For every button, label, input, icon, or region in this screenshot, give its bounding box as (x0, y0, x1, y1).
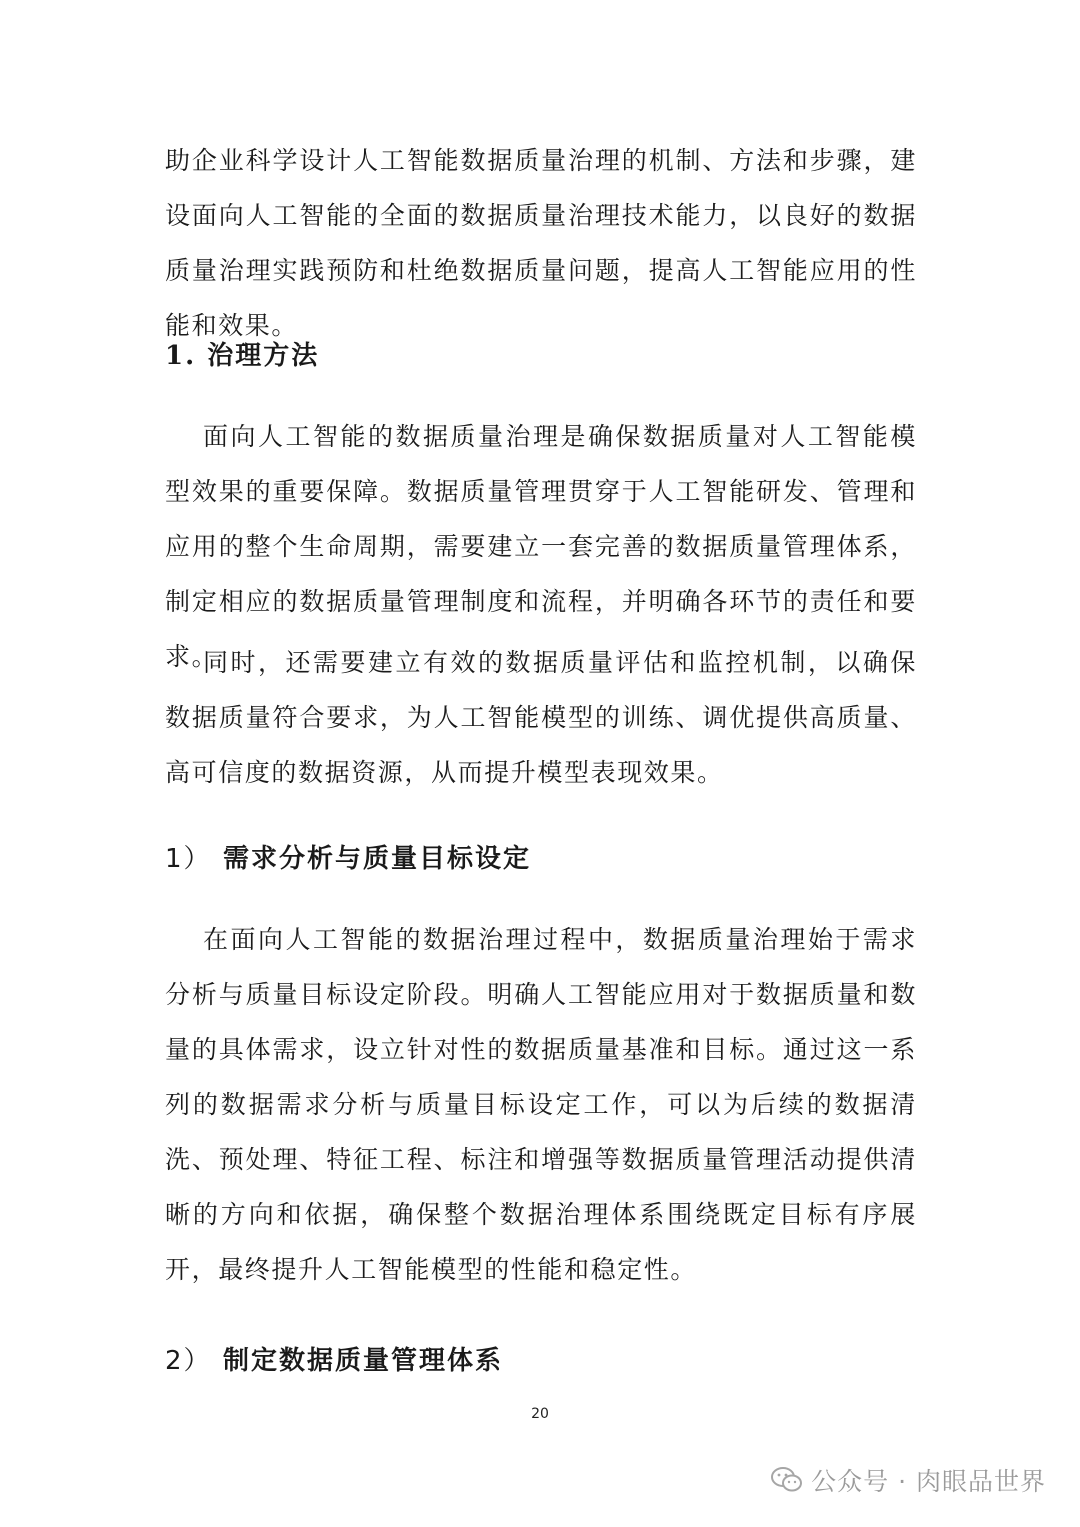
subsection-title: 需求分析与质量目标设定 (223, 844, 532, 874)
section-heading-governance-methods: 1. 治理方法 (165, 341, 320, 371)
section1-paragraph-2: 同时，还需要建立有效的数据质量评估和监控机制，以确保数据质量符合要求，为人工智能模型的训练、调优提供高质量、高可信度的数据资源，从而提升模型表现效果。 (165, 648, 917, 787)
subsection-number: 1） (165, 844, 212, 874)
subsection-number: 2） (165, 1346, 212, 1376)
page-number: 20 (531, 1406, 549, 1422)
subsection1-paragraph: 在面向人工智能的数据治理过程中，数据质量治理始于需求分析与质量目标设定阶段。明确人工智能应用对于数据质量和数量的具体需求，设立针对性的数据质量基准和目标。通过这一系列的数据需求分析与质量目标设定工作，可以为后续的数据清洗、预处理、特征工程、标注和增强等数据质量管理活动提供清晰的方向和依据，确保整个数据治理体系围绕既定目标有序展开，最终提升人工智能模型的性能和稳定性。 (165, 925, 917, 1284)
subsection-title: 制定数据质量管理体系 (223, 1346, 504, 1376)
subsection-heading-management-system (165, 1341, 917, 1381)
subsection-heading-requirements (165, 839, 917, 879)
watermark (771, 1462, 1046, 1498)
intro-paragraph: 助企业科学设计人工智能数据质量治理的机制、方法和步骤，建设面向人工智能的全面的数据质量治理技术能力，以良好的数据质量治理实践预防和杜绝数据质量问题，提高人工智能应用的性能和效果。 (165, 146, 917, 340)
wechat-icon (771, 1467, 803, 1493)
section1-paragraph-1: 面向人工智能的数据质量治理是确保数据质量对人工智能模型效果的重要保障。数据质量管理贯穿于人工智能研发、管理和应用的整个生命周期，需要建立一套完善的数据质量管理体系，制定相应的数据质量管理制度和流程，并明确各环节的责任和要求。 (165, 422, 917, 671)
watermark-text: 公众号 · 肉眼品世界 (811, 1467, 1046, 1496)
